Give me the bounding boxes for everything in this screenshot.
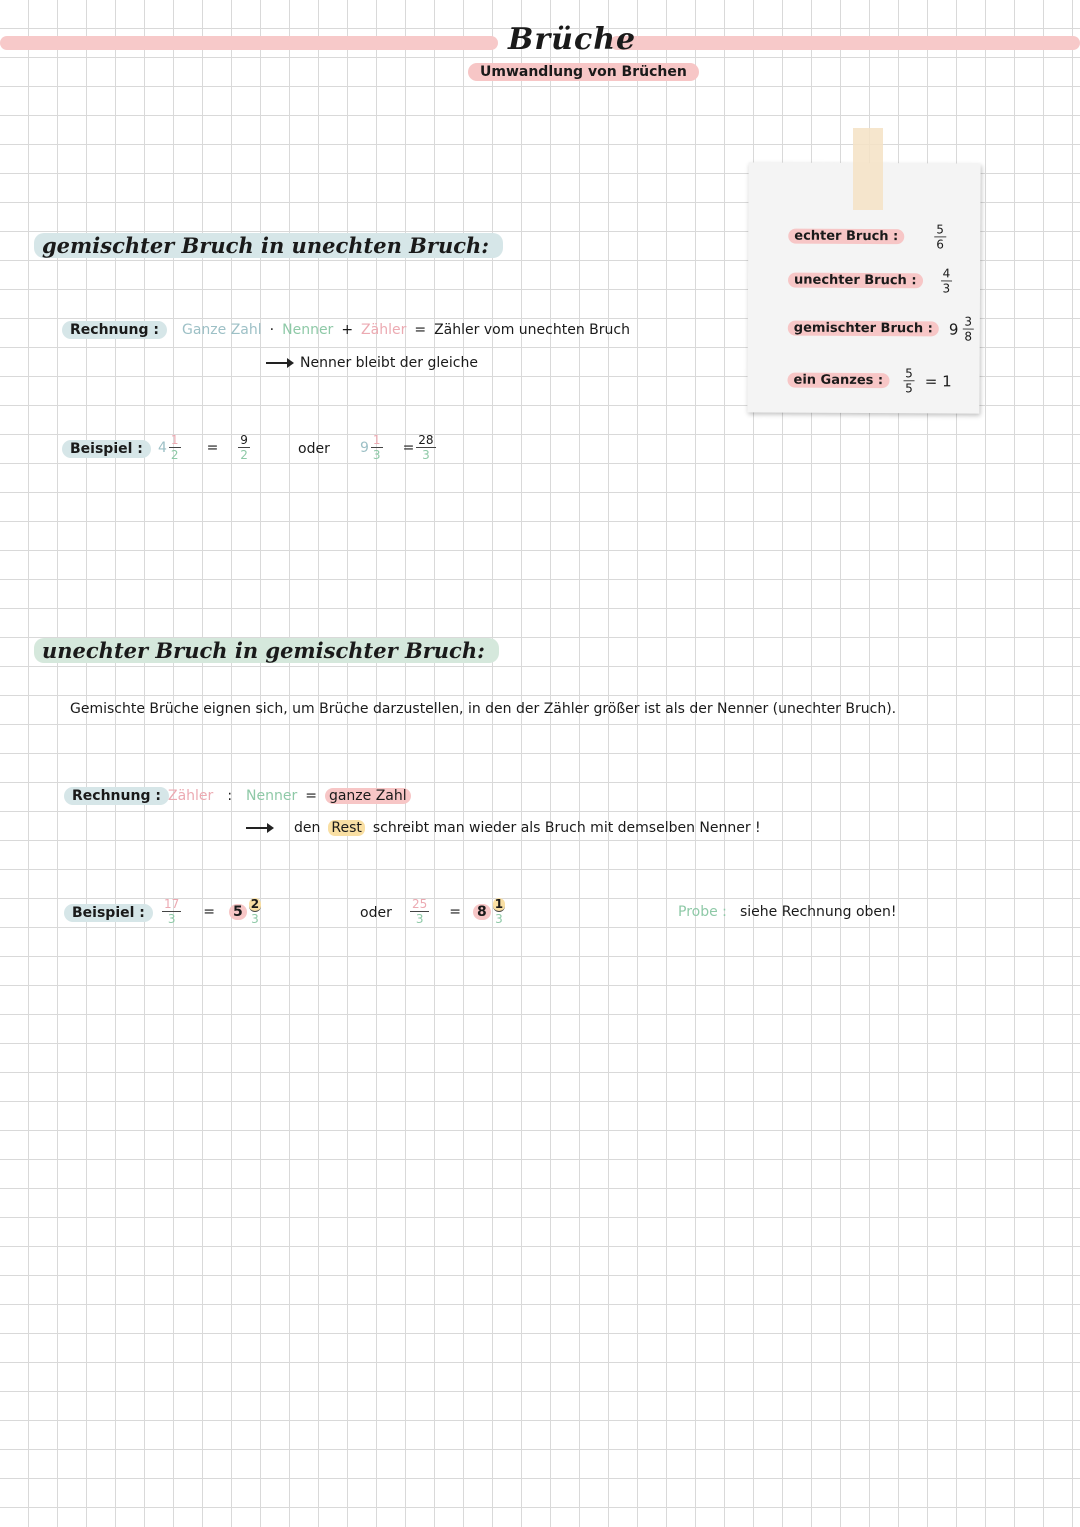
formula-numerator: Zähler [361,322,407,338]
note-whole-mixed: 9 [948,319,959,338]
formula2-denominator: Nenner [246,788,298,804]
note-row-improper [788,267,952,295]
example2-result: $\frac{28}{3}$ [418,433,434,462]
arrow2-note-before: den [294,820,321,836]
tape-strip [853,128,883,210]
formula2-op-divide: : [227,788,233,804]
section2-example1 [162,898,261,925]
section1-example1 [158,434,250,461]
section2-or: oder [360,905,392,921]
section2-example-label: Beispiel : [64,904,153,922]
section1-heading: gemischter Bruch in unechten Bruch: [34,233,503,258]
section1-formula [182,322,630,338]
arrow-right-icon [246,827,272,829]
formula2-numerator: Zähler [168,788,214,804]
example4-equals: = [449,903,462,920]
note-fraction-proper: $\frac{5}{6}$ [936,222,945,252]
header-bar-left [0,36,498,50]
formula2-op-equals: = [305,788,317,804]
note-row-proper [788,223,946,251]
header-bar-right [610,36,1080,50]
note-row-whole [787,367,951,395]
probe-text: siehe Rechnung oben! [740,904,897,920]
formula2-result: ganze Zahl [325,788,411,804]
note-row-mixed [788,315,974,343]
note-label-mixed: gemischter Bruch : [788,321,939,337]
section2-example2 [410,898,505,925]
section2-arrow-note [246,820,761,836]
example3-fraction: $\frac{17}{3}$ [164,897,180,926]
note-fraction-improper: $\frac{4}{3}$ [942,266,951,296]
example2-fraction: $\frac{1}{3}$ [372,433,381,462]
note-fraction-mixed: $\frac{3}{8}$ [964,314,973,344]
example3-whole: 5 [229,904,247,920]
section2-heading: unechter Bruch in gemischter Bruch: [34,638,499,663]
arrow-right-icon [266,362,292,364]
formula-op-equals: = [414,322,427,338]
arrow2-note-highlight: Rest [328,820,365,836]
example4-result: $\frac{1}{3}$ [494,897,504,926]
probe-label: Probe : [678,904,727,920]
section2-calc-label: Rechnung : [64,787,169,805]
example1-result: $\frac{9}{2}$ [240,433,248,462]
page-title: Brüche [508,22,637,57]
example4-fraction: $\frac{25}{3}$ [412,897,428,926]
section1-example2 [360,434,436,461]
arrow2-note-after: schreibt man wieder als Bruch mit demselben Nenner ! [372,820,761,836]
formula-whole-number: Ganze Zahl [182,322,262,338]
example3-result: $\frac{2}{3}$ [250,897,260,926]
section1-example-label: Beispiel : [62,440,151,458]
example1-whole: 4 [158,439,167,456]
section2-description: Gemischte Brüche eignen sich, um Brüche darzustellen, in den der Zähler größer ist als der Nenner (unechter Bruch). [70,701,897,717]
example2-whole: 9 [360,439,369,456]
note-label-improper: unechter Bruch : [788,273,923,289]
section2-formula [168,788,411,804]
example1-fraction: $\frac{1}{2}$ [170,433,179,462]
note-label-whole: ein Ganzes : [787,373,889,389]
section1-arrow-note [266,355,478,371]
formula-result: Zähler vom unechten Bruch [434,322,630,338]
arrow-note-text: Nenner bleibt der gleiche [300,355,478,371]
example1-equals: = [206,439,219,456]
formula-op-plus: + [341,322,354,338]
example4-whole: 8 [473,904,491,920]
formula-op-multiply: · [269,322,275,338]
example2-equals: = [402,439,415,456]
section1-calc-label: Rechnung : [62,321,167,339]
note-equals-one: = 1 [924,371,952,390]
page-subtitle: Umwandlung von Brüchen [468,63,699,81]
example3-equals: = [203,903,216,920]
note-fraction-whole: $\frac{5}{5}$ [905,366,913,396]
section1-or: oder [298,441,330,457]
note-label-proper: echter Bruch : [788,229,904,245]
formula-denominator: Nenner [282,322,334,338]
